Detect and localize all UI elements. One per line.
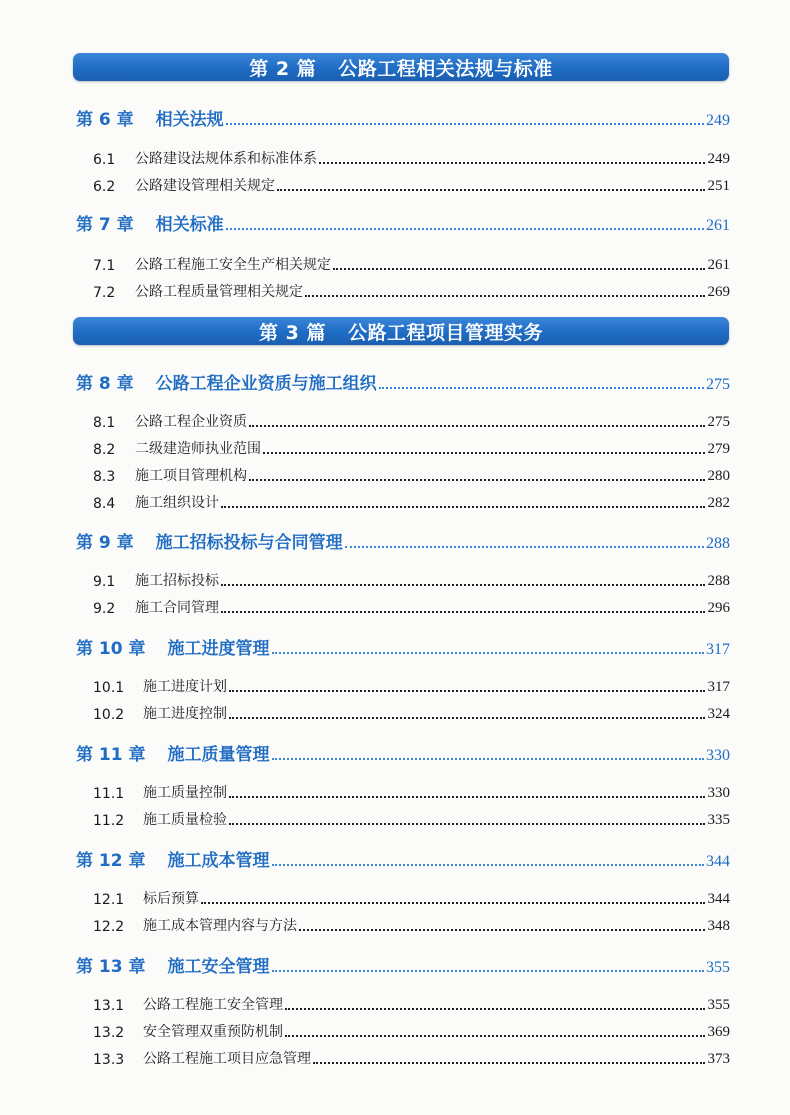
chapter-label: 第 6 章 xyxy=(76,110,134,130)
chapter-page-number: 355 xyxy=(706,959,730,976)
section-number: 7.1 xyxy=(93,258,116,274)
dot-leader xyxy=(345,546,704,548)
chapter-title: 施工招标投标与合同管理 xyxy=(155,533,343,553)
section-title: 施工组织设计 xyxy=(135,495,219,511)
dot-leader xyxy=(379,387,704,389)
section-number: 10.2 xyxy=(93,707,125,723)
dot-leader xyxy=(226,228,704,230)
chapter-page-number: 330 xyxy=(706,747,730,764)
chapter-title: 施工质量管理 xyxy=(167,745,270,765)
section-page-number: 373 xyxy=(707,1051,730,1067)
section-entry[interactable] xyxy=(93,915,730,935)
section-number: 12.2 xyxy=(93,919,125,935)
section-number: 7.2 xyxy=(93,285,116,301)
chapter-page-number: 275 xyxy=(706,376,730,393)
dot-leader xyxy=(229,717,705,719)
section-entry[interactable] xyxy=(93,703,730,723)
chapter-heading xyxy=(76,634,270,659)
part-title: 公路工程相关法规与标准 xyxy=(338,57,553,80)
section-title: 施工合同管理 xyxy=(135,600,219,616)
section-entry[interactable] xyxy=(93,1048,730,1068)
section-title: 公路建设法规体系和标准体系 xyxy=(135,151,317,167)
part-label: 第 2 篇 xyxy=(249,57,317,80)
section-number: 9.2 xyxy=(93,601,116,617)
part-label: 第 3 篇 xyxy=(259,321,326,344)
dot-leader xyxy=(285,1008,705,1010)
section-page-number: 344 xyxy=(707,891,730,907)
section-page-number: 330 xyxy=(707,785,730,801)
section-page-number: 348 xyxy=(707,918,730,934)
dot-leader xyxy=(285,1035,705,1037)
dot-leader xyxy=(272,970,705,972)
section-title: 公路工程质量管理相关规定 xyxy=(135,284,303,300)
section-title: 公路建设管理相关规定 xyxy=(135,178,275,194)
chapter-title: 施工进度管理 xyxy=(167,639,270,659)
section-page-number: 369 xyxy=(707,1024,730,1040)
section-number: 13.2 xyxy=(93,1025,125,1041)
dot-leader xyxy=(221,584,705,586)
section-title: 安全管理双重预防机制 xyxy=(143,1024,283,1040)
section-number: 10.1 xyxy=(93,680,125,696)
section-entry[interactable] xyxy=(93,411,730,431)
chapter-heading xyxy=(76,740,270,765)
section-title: 施工进度控制 xyxy=(143,706,227,722)
chapter-entry[interactable] xyxy=(76,213,730,235)
chapter-entry[interactable] xyxy=(76,531,730,553)
section-number: 12.1 xyxy=(93,892,125,908)
section-entry[interactable] xyxy=(93,888,730,908)
chapter-entry[interactable] xyxy=(76,955,730,977)
chapter-title: 公路工程企业资质与施工组织 xyxy=(155,374,377,394)
section-page-number: 282 xyxy=(707,495,730,511)
chapter-label: 第 8 章 xyxy=(76,374,134,394)
chapter-heading xyxy=(76,105,224,130)
chapter-title: 相关法规 xyxy=(155,110,224,130)
dot-leader xyxy=(226,123,704,125)
section-entry[interactable] xyxy=(93,782,730,802)
section-page-number: 269 xyxy=(707,284,730,300)
dot-leader xyxy=(249,425,705,427)
chapter-title: 相关标准 xyxy=(155,215,224,235)
dot-leader xyxy=(263,452,705,454)
chapter-page-number: 317 xyxy=(706,641,730,658)
section-page-number: 279 xyxy=(707,441,730,457)
chapter-entry[interactable] xyxy=(76,108,730,130)
section-number: 11.2 xyxy=(93,813,125,829)
section-entry[interactable] xyxy=(93,281,730,301)
chapter-heading xyxy=(76,846,270,871)
section-entry[interactable] xyxy=(93,994,730,1014)
chapter-label: 第 10 章 xyxy=(76,639,146,659)
chapter-page-number: 249 xyxy=(706,112,730,129)
chapter-heading xyxy=(76,210,224,235)
dot-leader xyxy=(229,796,705,798)
section-page-number: 355 xyxy=(707,997,730,1013)
section-number: 8.4 xyxy=(93,496,116,512)
dot-leader xyxy=(221,506,705,508)
section-entry[interactable] xyxy=(93,148,730,168)
chapter-label: 第 12 章 xyxy=(76,851,146,871)
section-title: 施工质量检验 xyxy=(143,812,227,828)
dot-leader xyxy=(201,902,705,904)
dot-leader xyxy=(272,758,705,760)
chapter-page-number: 288 xyxy=(706,535,730,552)
dot-leader xyxy=(272,864,705,866)
section-number: 13.3 xyxy=(93,1052,125,1068)
section-title: 公路工程施工安全生产相关规定 xyxy=(135,257,331,273)
section-page-number: 288 xyxy=(707,573,730,589)
section-page-number: 317 xyxy=(707,679,730,695)
section-page-number: 335 xyxy=(707,812,730,828)
section-number: 9.1 xyxy=(93,574,116,590)
section-entry[interactable] xyxy=(93,492,730,512)
chapter-entry[interactable] xyxy=(76,372,730,394)
dot-leader xyxy=(229,823,705,825)
dot-leader xyxy=(272,652,705,654)
section-entry[interactable] xyxy=(93,175,730,195)
section-page-number: 261 xyxy=(707,257,730,273)
dot-leader xyxy=(249,479,705,481)
dot-leader xyxy=(305,295,705,297)
section-entry[interactable] xyxy=(93,1021,730,1041)
section-entry[interactable] xyxy=(93,465,730,485)
dot-leader xyxy=(319,162,705,164)
part-banner xyxy=(73,317,729,345)
chapter-label: 第 9 章 xyxy=(76,533,134,553)
section-title: 二级建造师执业范围 xyxy=(135,441,261,457)
dot-leader xyxy=(333,268,705,270)
chapter-title: 施工安全管理 xyxy=(167,957,270,977)
section-page-number: 324 xyxy=(707,706,730,722)
section-number: 13.1 xyxy=(93,998,125,1014)
part-title: 公路工程项目管理实务 xyxy=(347,321,543,344)
section-number: 6.2 xyxy=(93,179,116,195)
section-number: 8.2 xyxy=(93,442,116,458)
dot-leader xyxy=(299,929,705,931)
chapter-entry[interactable] xyxy=(76,743,730,765)
section-page-number: 280 xyxy=(707,468,730,484)
section-entry[interactable] xyxy=(93,597,730,617)
section-entry[interactable] xyxy=(93,254,730,274)
section-entry[interactable] xyxy=(93,676,730,696)
chapter-label: 第 11 章 xyxy=(76,745,146,765)
section-title: 施工招标投标 xyxy=(135,573,219,589)
section-title: 公路工程企业资质 xyxy=(135,414,247,430)
section-number: 11.1 xyxy=(93,786,125,802)
chapter-page-number: 344 xyxy=(706,853,730,870)
chapter-heading xyxy=(76,528,343,553)
chapter-title: 施工成本管理 xyxy=(167,851,270,871)
section-number: 6.1 xyxy=(93,152,116,168)
chapter-entry[interactable] xyxy=(76,849,730,871)
dot-leader xyxy=(221,611,705,613)
chapter-label: 第 13 章 xyxy=(76,957,146,977)
section-page-number: 251 xyxy=(707,178,730,194)
part-banner xyxy=(73,53,729,81)
section-title: 施工项目管理机构 xyxy=(135,468,247,484)
section-number: 8.1 xyxy=(93,415,116,431)
chapter-heading xyxy=(76,369,377,394)
section-title: 施工成本管理内容与方法 xyxy=(143,918,297,934)
section-number: 8.3 xyxy=(93,469,116,485)
chapter-label: 第 7 章 xyxy=(76,215,134,235)
chapter-heading xyxy=(76,952,270,977)
section-entry[interactable] xyxy=(93,809,730,829)
chapter-page-number: 261 xyxy=(706,217,730,234)
section-title: 公路工程施工安全管理 xyxy=(143,997,283,1013)
section-title: 标后预算 xyxy=(143,891,199,907)
dot-leader xyxy=(313,1062,705,1064)
dot-leader xyxy=(277,189,705,191)
section-page-number: 296 xyxy=(707,600,730,616)
dot-leader xyxy=(229,690,705,692)
section-page-number: 275 xyxy=(707,414,730,430)
section-title: 施工质量控制 xyxy=(143,785,227,801)
section-title: 施工进度计划 xyxy=(143,679,227,695)
section-title: 公路工程施工项目应急管理 xyxy=(143,1051,311,1067)
chapter-entry[interactable] xyxy=(76,637,730,659)
section-entry[interactable] xyxy=(93,438,730,458)
section-page-number: 249 xyxy=(707,151,730,167)
section-entry[interactable] xyxy=(93,570,730,590)
